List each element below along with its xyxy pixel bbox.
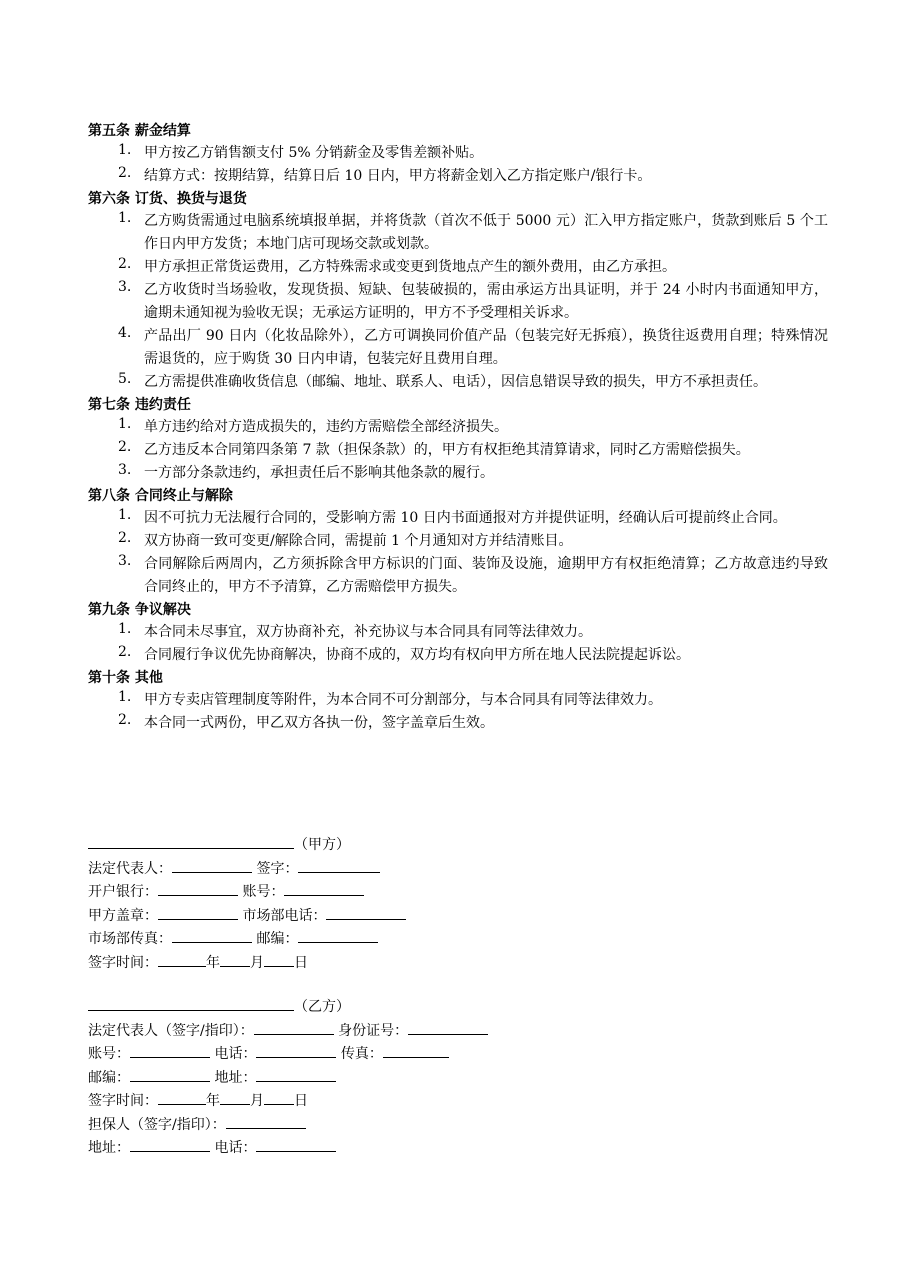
clause-item — [88, 644, 828, 667]
signature-label: 地址： — [88, 1140, 130, 1156]
clause-text: 合同履行争议优先协商解决，协商不成的，双方均有权向甲方所在地人民法院提起诉讼。 — [144, 647, 690, 663]
clause-number: 1. — [118, 210, 132, 226]
signature-label: 年 — [206, 954, 220, 971]
clause-text: 一方部分条款违约，承担责任后不影响其他条款的履行。 — [144, 465, 494, 481]
signature-blank-field[interactable] — [264, 1088, 294, 1105]
signature-blank-field[interactable] — [408, 1018, 488, 1035]
signature-blank-field[interactable] — [88, 832, 294, 849]
signature-blank-field[interactable] — [130, 1041, 210, 1058]
signature-label: 法定代表人： — [88, 860, 172, 877]
signature-blank-field[interactable] — [88, 994, 294, 1011]
signature-blank-field[interactable] — [226, 1112, 306, 1129]
signature-blank-field[interactable] — [158, 950, 206, 967]
article-heading: 第七条 违约责任 — [88, 397, 191, 413]
clause-number: 1. — [118, 621, 132, 637]
clause-number: 1. — [118, 416, 132, 432]
clause-item — [88, 507, 828, 530]
clause-item — [88, 142, 828, 165]
clause-item — [88, 689, 828, 712]
signature-blank-field[interactable] — [256, 1065, 336, 1082]
signature-blank-field[interactable] — [172, 926, 252, 943]
clause-number: 3. — [118, 553, 132, 569]
clause-text: 合同解除后两周内，乙方须拆除含甲方标识的门面、装饰及设施，逾期甲方有权拒绝清算；乙方故意违约导致合同终止的，甲方不予清算，乙方需赔偿甲方损失。 — [144, 556, 828, 595]
signature-blank-field[interactable] — [130, 1135, 210, 1152]
article-heading: 第十条 其他 — [88, 670, 163, 686]
clause-text: 产品出厂 90 日内（化妆品除外），乙方可调换同价值产品（包装完好无拆痕），换货往返费用自理；特殊情况需退货的，应于购货 30 日内申请，包装完好且费用自理。 — [144, 328, 828, 367]
clause-item — [88, 439, 828, 462]
clause-text: 乙方违反本合同第四条第 7 款（担保条款）的，甲方有权拒绝其清算请求，同时乙方需赔偿损失。 — [144, 442, 750, 458]
article-heading: 第五条 薪金结算 — [88, 123, 191, 139]
signature-blank-field[interactable] — [158, 1088, 206, 1105]
clause-number: 2. — [118, 712, 132, 728]
clause-item — [88, 371, 828, 394]
clause-item — [88, 256, 828, 279]
signature-label: 地址： — [210, 1069, 257, 1086]
party-b-signature-block — [88, 994, 828, 1159]
signature-label: 日 — [294, 1093, 308, 1109]
signature-blank-field[interactable] — [383, 1041, 449, 1058]
clause-item — [88, 621, 828, 644]
clause-text: 结算方式：按期结算，结算日后 10 日内，甲方将薪金划入乙方指定账户/银行卡。 — [144, 168, 652, 184]
signature-row — [88, 879, 828, 903]
signature-blank-field[interactable] — [158, 903, 238, 920]
signature-blank-field[interactable] — [326, 903, 406, 920]
signature-label: 电话： — [210, 1046, 257, 1062]
signature-label: 市场部电话： — [238, 907, 327, 924]
signature-label: 月 — [250, 1093, 264, 1109]
signature-label: 开户银行： — [88, 884, 158, 900]
signature-blank-field[interactable] — [256, 1041, 336, 1058]
signature-blank-field[interactable] — [264, 950, 294, 967]
signature-label: 账号： — [88, 1046, 130, 1062]
clause-number: 3. — [118, 462, 132, 478]
signature-label: 账号： — [238, 884, 285, 900]
clause-item — [88, 279, 828, 325]
signature-blank-field[interactable] — [220, 1088, 250, 1105]
article-heading: 第八条 合同终止与解除 — [88, 488, 233, 504]
clause-item — [88, 462, 828, 485]
signature-row — [88, 950, 828, 974]
signature-label: （乙方） — [294, 999, 350, 1015]
contract-clauses — [88, 120, 828, 735]
signature-blank-field[interactable] — [254, 1018, 334, 1035]
article-heading: 第九条 争议解决 — [88, 602, 191, 618]
signature-row — [88, 856, 828, 880]
clause-number: 2. — [118, 644, 132, 660]
clause-item — [88, 210, 828, 256]
clause-text: 甲方专卖店管理制度等附件，为本合同不可分割部分，与本合同具有同等法律效力。 — [144, 692, 662, 708]
signature-label: 邮编： — [88, 1069, 130, 1086]
clause-text: 因不可抗力无法履行合同的，受影响方需 10 日内书面通报对方并提供证明，经确认后可提前终止合同。 — [144, 510, 787, 526]
signature-label: 签字： — [252, 860, 299, 877]
signature-row — [88, 1065, 828, 1089]
clause-item — [88, 553, 828, 599]
signature-label: 月 — [250, 954, 264, 971]
signature-label: 身份证号： — [333, 1022, 409, 1039]
clause-text: 甲方承担正常货运费用，乙方特殊需求或变更到货地点产生的额外费用，由乙方承担。 — [144, 259, 676, 275]
clause-number: 3. — [118, 279, 132, 295]
clause-number: 1. — [118, 689, 132, 705]
signature-label: 甲方盖章： — [88, 907, 158, 924]
clause-number: 2. — [118, 439, 132, 455]
signature-row — [88, 1018, 828, 1042]
signature-label: 电话： — [210, 1140, 257, 1156]
clause-item — [88, 416, 828, 439]
clause-text: 单方违约给对方造成损失的，违约方需赔偿全部经济损失。 — [144, 419, 508, 435]
clause-number: 5. — [118, 371, 132, 387]
clause-number: 2. — [118, 256, 132, 272]
article-heading: 第六条 订货、换货与退货 — [88, 191, 247, 207]
signature-label: （甲方） — [294, 837, 350, 853]
clause-item — [88, 712, 828, 735]
signature-label: 市场部传真： — [88, 931, 172, 947]
clause-item — [88, 165, 828, 188]
signature-label: 年 — [206, 1093, 220, 1109]
signature-area — [88, 832, 828, 1159]
signature-blank-field[interactable] — [158, 879, 238, 896]
party-a-signature-block — [88, 832, 828, 973]
clause-text: 乙方需提供准确收货信息（邮编、地址、联系人、电话），因信息错误导致的损失，甲方不承担责任。 — [144, 374, 767, 390]
clause-number: 1. — [118, 507, 132, 523]
signature-row — [88, 1112, 828, 1136]
signature-blank-field[interactable] — [284, 879, 364, 896]
clause-number: 1. — [118, 142, 132, 158]
signature-label: 签字时间： — [88, 954, 158, 971]
signature-row — [88, 994, 828, 1018]
signature-blank-field[interactable] — [298, 926, 378, 943]
signature-blank-field[interactable] — [220, 950, 250, 967]
signature-label: 法定代表人（签字/指印）： — [88, 1022, 254, 1039]
signature-row — [88, 903, 828, 927]
clause-text: 乙方收货时当场验收，发现货损、短缺、包装破损的，需由承运方出具证明，并于 24 小时内书面通知甲方，逾期未通知视为验收无误；无承运方证明的，甲方不予受理相关诉求。 — [144, 282, 828, 321]
clause-number: 2. — [118, 165, 132, 181]
clause-number: 4. — [118, 325, 132, 341]
signature-label: 担保人（签字/指印）： — [88, 1116, 226, 1133]
signature-label: 日 — [294, 954, 308, 971]
signature-blank-field[interactable] — [256, 1135, 336, 1152]
clause-item — [88, 530, 828, 553]
clause-text: 本合同一式两份，甲乙双方各执一份，签字盖章后生效。 — [144, 715, 494, 731]
signature-row — [88, 1041, 828, 1065]
signature-blank-field[interactable] — [130, 1065, 210, 1082]
signature-blank-field[interactable] — [172, 856, 252, 873]
signature-row — [88, 832, 828, 856]
signature-label: 邮编： — [252, 931, 299, 947]
signature-row — [88, 1135, 828, 1159]
signature-label: 传真： — [336, 1046, 383, 1062]
clause-text: 本合同未尽事宜，双方协商补充，补充协议与本合同具有同等法律效力。 — [144, 624, 592, 640]
signature-blank-field[interactable] — [298, 856, 380, 873]
clause-text: 乙方购货需通过电脑系统填报单据，并将货款（首次不低于 5000 元）汇入甲方指定账户，货款到账后 5 个工作日内甲方发货；本地门店可现场交款或划款。 — [144, 213, 828, 252]
clause-text: 甲方按乙方销售额支付 5% 分销薪金及零售差额补贴。 — [144, 145, 484, 161]
clause-number: 2. — [118, 530, 132, 546]
signature-label: 签字时间： — [88, 1093, 158, 1109]
signature-row — [88, 926, 828, 950]
clause-item — [88, 325, 828, 371]
clause-text: 双方协商一致可变更/解除合同，需提前 1 个月通知对方并结清账目。 — [144, 533, 573, 549]
signature-row — [88, 1088, 828, 1112]
